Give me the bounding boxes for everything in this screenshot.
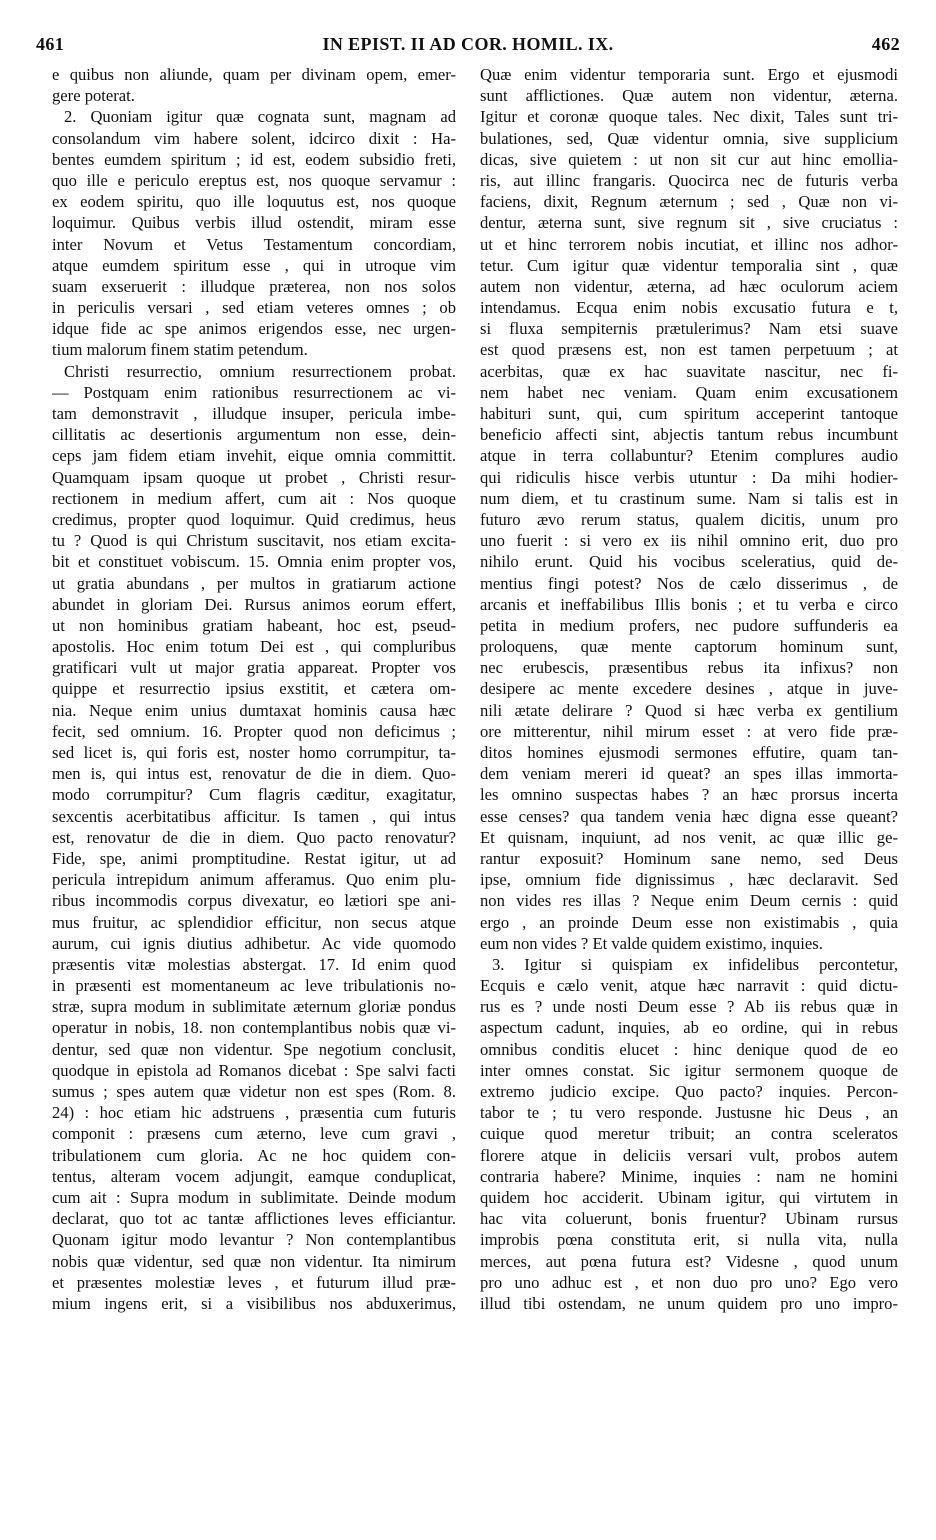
text-line: rectionem in medium affert, cum ait : Nos quoque <box>52 488 456 508</box>
text-line: contraria habere? Minime, inquies : nam ne homini <box>480 1166 898 1186</box>
left-column <box>52 64 456 1314</box>
text-line: ris, aut illinc frangaris. Quocirca nec de futuris verba <box>480 170 898 190</box>
text-line: hac vita coluerunt, bonis fruentur? Ubinam rursus <box>480 1209 898 1229</box>
text-line: ex eodem spiritu, quo ille loquutus est, nos quoque <box>52 192 456 212</box>
text-line: mus fruitur, ac splendidior efficitur, non secus atque <box>52 912 456 932</box>
text-line: Ecquis e cælo venit, atque hæc narravit : quid dictu- <box>480 976 898 996</box>
text-line: gere poterat. <box>52 86 135 106</box>
text-line: ut non hominibus gratiam habeant, hoc est, pseud- <box>52 615 456 635</box>
text-line: atque in terra collabuntur? Etenim complures audio <box>480 446 898 466</box>
text-line: cuique quod meretur tribuit; an contra sceleratos <box>480 1124 898 1144</box>
text-line: ditos homines ejusmodi sermones effutire, quam tan- <box>480 743 898 762</box>
text-line: mium ingens erit, si a visibilibus nos abduxerimus, <box>52 1293 456 1313</box>
text-line: pro uno adhuc est , et non duo pro uno? Ego vero <box>480 1272 898 1292</box>
text-line: fecit, sed omnium. 16. Propter quod non deficimus ; <box>52 721 456 741</box>
text-line: gratificari vult ut major gratia appareat. Propter vos <box>52 658 456 678</box>
text-line: quodque in epistola ad Romanos dicebat : Spe salvi facti <box>52 1060 456 1080</box>
text-line: Igitur et coronæ quoque tales. Nec dixit, Tales sunt tri- <box>480 107 898 127</box>
text-line: credimus, propter quod loquimur. Quid credimus, heus <box>52 509 456 529</box>
text-line: quidem hoc acciderit. Ubinam igitur, qui virtutem in <box>480 1187 898 1207</box>
text-line: atque eumdem spiritum esse , qui in utroque vim <box>52 255 456 275</box>
text-line: tam demonstravit , illudque insuper, pericula imbe- <box>52 404 456 423</box>
text-line: autem non videntur, æterna, ad hæc oculorum aciem <box>480 276 898 296</box>
text-line: in periculis versari , sed etiam veteres omnes ; ob <box>52 298 456 318</box>
text-line: e quibus non aliunde, quam per divinam opem, emer- <box>52 65 456 84</box>
text-line: aurum, cui ignis diutius adhibetur. Ac vide quomodo <box>52 933 456 953</box>
text-line: Christi resurrectio, omnium resurrectionem probat. <box>64 361 456 381</box>
text-line: men is, qui intus est, renovatur de die in diem. Quo- <box>52 764 456 784</box>
text-line: Fide, spe, animi promptitudine. Restat igitur, ut ad <box>52 848 456 868</box>
text-line: desipere ac mente excedere desines , atque in juve- <box>480 679 898 699</box>
text-line: modo corrumpitur? Cum flagris cæditur, exagitatur, <box>52 785 456 805</box>
text-line: beneficio affecti sint, abjectis tantum rebus incumbunt <box>480 425 898 445</box>
text-line: stræ, supra modum in sublimitate æternum gloriæ pondus <box>52 997 456 1017</box>
text-line: mentius fingi potest? Nos de cælo disserimus , de <box>480 573 898 593</box>
text-line: futuro ævo rerum status, qualem dicitis, unum pro <box>480 509 898 529</box>
text-line: nec erubescis, præsentibus rebus ita infixus? non <box>480 658 898 678</box>
text-line: dem veniam mereri id queat? an spes illas immorta- <box>480 764 898 784</box>
text-line: pericula intrepidum animum afferamus. Quo enim plu- <box>52 870 456 890</box>
page-number-right: 462 <box>871 34 900 54</box>
text-line: nia. Neque enim unius dumtaxat hominis causa hæc <box>52 700 456 720</box>
text-line: bulationes, sed, Quæ videntur omnia, sive supplicium <box>480 128 898 148</box>
text-line: idque fide ac spe animos erigendos esse, nec urgen- <box>52 319 456 339</box>
text-line: nihilo erunt. Quid his vocibus sceleratius, quid de- <box>480 552 898 572</box>
text-line: ipse, omnium fide dignissimus , hæc declaravit. Sed <box>480 870 898 890</box>
text-line: cum ait : Supra modum in sublimitate. Deinde modum <box>52 1187 456 1207</box>
text-line: ergo , an proinde Deum esse non existimabis , quia <box>480 912 898 932</box>
text-line: inter Novum et Vetus Testamentum concordiam, <box>52 234 456 254</box>
text-line: qui ridiculis hisce verbis utuntur : Da mihi hodier- <box>480 467 898 487</box>
text-line: 24) : hoc etiam hic adstruens , præsentia cum futuris <box>52 1103 456 1123</box>
text-line: habituri sunt, qui, cum spiritum acceperint tantoque <box>480 404 898 423</box>
running-title: IN EPIST. II AD COR. HOMIL. IX. <box>322 34 614 54</box>
text-line: ribus incommodis corpus divexatur, eo lætiori spe ani- <box>52 891 456 911</box>
text-line: operatur in nobis, 18. non contemplantibus nobis quæ vi- <box>52 1018 456 1038</box>
text-line: illud tibi ostendam, ne unum quidem pro uno impro- <box>480 1293 898 1313</box>
text-line: nem habet nec veniam. Quam enim excusationem <box>480 382 898 402</box>
text-line: tabor te ; tu vero responde. Justusne hic Deus , an <box>480 1103 898 1123</box>
text-line: sumus ; spes autem quæ videtur non est spes (Rom. 8. <box>52 1082 456 1101</box>
text-line: loquimur. Quibus verbis illud ostendit, miram esse <box>52 213 456 233</box>
text-line: num diem, et tu crastinum sume. Nam si talis est in <box>480 488 898 508</box>
text-line: dicas, sive quietem : ut non sit cur aut hinc emollia- <box>480 149 898 169</box>
text-line: est quod præsens est, non est tamen perpetuum ; at <box>480 340 898 360</box>
text-line: Quamquam ipsam quoque ut probet , Christi resur- <box>52 467 456 487</box>
text-line: acerbitas, quæ ex hac suavitate nascitur, nec fi- <box>480 361 898 381</box>
text-line: Quonam igitur modo levantur ? Non contemplantibus <box>52 1230 456 1250</box>
text-line: florere atque in deliciis versari vult, probos autem <box>480 1145 898 1165</box>
text-line: tentus, alteram vocem adjungit, eamque conduplicat, <box>52 1166 456 1186</box>
text-line: arcanis et ineffabilibus Illis bonis ; et tu verba e circo <box>480 594 898 614</box>
text-line: ut gratia abundans , per multos in gratiarum actione <box>52 573 456 593</box>
text-line: aspectum cadunt, inquies, ab eo ordine, qui in rebus <box>480 1018 898 1038</box>
text-line: in præsenti est momentaneum ac leve tribulationis no- <box>52 976 456 996</box>
text-line: improbis pœna constituta erit, si nulla vita, nulla <box>480 1230 898 1250</box>
text-line: 2. Quoniam igitur quæ cognata sunt, magnam ad <box>64 107 456 127</box>
text-line: rus es ? unde nosti Deum esse ? Ab iis rebus quæ in <box>480 997 898 1017</box>
text-line: petita in medium profers, nec pudore suffunderis ea <box>480 615 898 635</box>
text-line: 3. Igitur si quispiam ex infidelibus percontetur, <box>492 954 898 974</box>
text-line: suam exseruerit : illudque præterea, non nos solos <box>52 276 456 296</box>
text-line: tu ? Quod is qui Christum suscitavit, nos etiam excita- <box>52 531 456 551</box>
text-line: et præsentes molestiæ leves , et futurum illud præ- <box>52 1272 456 1292</box>
text-line: proloquens, quæ mente captorum hominum sunt, <box>480 637 898 657</box>
text-line: Quæ enim videntur temporaria sunt. Ergo et ejusmodi <box>480 65 898 84</box>
text-line: faciens, dixit, Regnum æternum ; sed , Quæ non vi- <box>480 192 898 212</box>
text-line: sed licet is, qui foris est, noster homo corrumpitur, ta- <box>52 743 456 762</box>
text-line: ut et hinc terrorem nobis incutiat, et illinc nos adhor- <box>480 234 898 254</box>
text-line: nili ætate delirare ? Quod si hæc verba ex gentilium <box>480 700 898 720</box>
running-header <box>36 34 900 56</box>
text-line: rantur exposuit? Hominum sane nemo, sed Deus <box>480 848 898 868</box>
text-line: sexcentis acerbitatibus afficitur. Is tamen , qui intus <box>52 806 456 826</box>
text-line: eum non vides ? Et valde quidem existimo, inquies. <box>480 933 823 953</box>
text-line: tium malorum finem statim petendum. <box>52 340 308 360</box>
text-line: extremo judicio excipe. Quo pacto? inquies. Percon- <box>480 1082 898 1101</box>
text-line: abundet in gloriam Dei. Rursus animos eorum effert, <box>52 594 456 614</box>
text-line: les omnino suspectas habes ? an hæc prorsus incerta <box>480 785 898 805</box>
text-line: intendamus. Ecqua enim nobis excusatio futura e t, <box>480 298 898 318</box>
text-line: declarat, quo tot ac tantæ afflictiones leves efficiantur. <box>52 1209 456 1229</box>
text-line: ceps jam fidem etiam invehit, eique omnia committit. <box>52 446 456 466</box>
text-line: consolandum vim habere solent, idcirco dixit : Ha- <box>52 128 456 148</box>
text-line: Et quisnam, inquiunt, ad nos venit, ac quæ illic ge- <box>480 827 898 847</box>
text-line: ore mitterentur, nihil mirum esset : at vero fide præ- <box>480 721 898 741</box>
text-line: dentur, æterna sunt, sive regnum sit , sive cruciatus : <box>480 213 898 233</box>
text-line: omnibus conditis elucet : hinc denique quod de eo <box>480 1039 898 1059</box>
text-line: sunt afflictiones. Quæ autem non videntur, æterna. <box>480 86 898 106</box>
text-line: cillitatis ac desertionis argumentum non esse, dein- <box>52 425 456 445</box>
text-line: bentes eumdem spiritum ; id est, eodem subsidio freti, <box>52 149 456 169</box>
text-line: inter omnes constat. Sic igitur sermonem quoque de <box>480 1060 898 1080</box>
text-line: esse censes? qua tandem venia hæc digna esse queant? <box>480 806 898 826</box>
text-line: si fluxa sempiternis prætulerimus? Nam etsi suave <box>480 319 898 339</box>
text-line: præsentis vitæ molestias abstergat. 17. Id enim quod <box>52 954 456 974</box>
text-line: merces, aut pœna futura est? Videsne , quod unum <box>480 1251 898 1271</box>
text-line: componit : præsens cum æterno, leve cum gravi , <box>52 1124 456 1144</box>
right-column <box>480 64 898 1314</box>
text-line: uno fuerit : si vero ex iis nihil omnino erit, duo pro <box>480 531 898 551</box>
text-line: apostolis. Hoc enim totum Dei est , qui compluribus <box>52 637 456 657</box>
text-line: quo ille e periculo ereptus est, nos quoque servamur : <box>52 170 456 190</box>
text-line: quippe et resurrectio ipsius exstitit, et cætera om- <box>52 679 456 699</box>
page-number-left: 461 <box>36 34 65 54</box>
text-line: — Postquam enim rationibus resurrectionem ac vi- <box>52 382 456 402</box>
text-line: dentur, sed quæ non videntur. Spe negotium conclusit, <box>52 1039 456 1059</box>
text-line: non vides res illas ? Neque enim Deum cernis : quid <box>480 891 898 911</box>
text-line: tetur. Cum igitur quæ videntur temporalia sint , quæ <box>480 255 898 275</box>
text-line: nobis quæ videntur, sed quæ non videntur. Ita nimirum <box>52 1251 456 1271</box>
text-line: bit et constituet vobiscum. 15. Omnia enim propter vos, <box>52 552 456 572</box>
text-line: est, renovatur de die in diem. Quo pacto renovatur? <box>52 827 456 847</box>
text-line: tribulationem cum gloria. Ac ne hoc quidem con- <box>52 1145 456 1165</box>
